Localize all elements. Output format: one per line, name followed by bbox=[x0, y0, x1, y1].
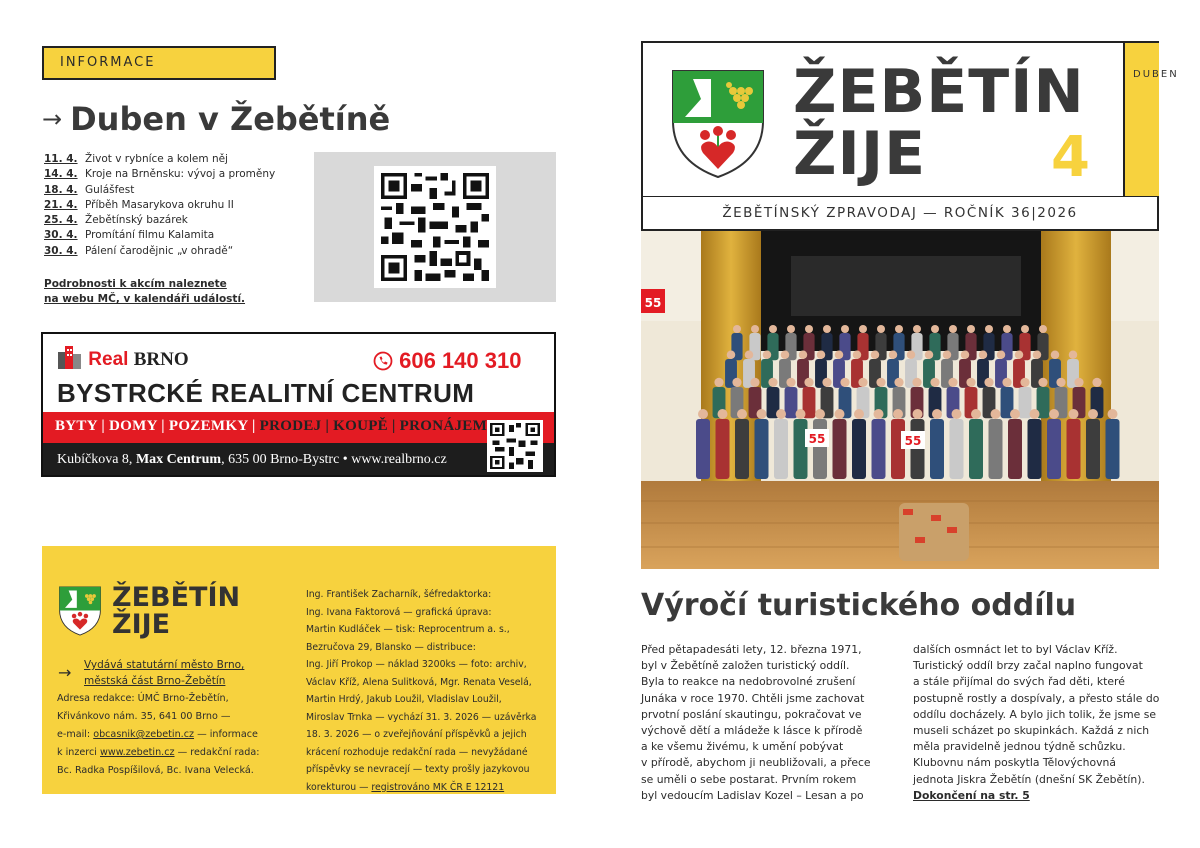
article-line: Klubovnu nám poskytla Tělovýchovná bbox=[913, 756, 1116, 770]
event-item[interactable] bbox=[44, 198, 306, 213]
colophon-line: Křivánkovo nám. 35, 641 00 Brno — bbox=[57, 711, 231, 722]
person-head bbox=[1003, 325, 1011, 333]
person-head bbox=[769, 325, 777, 333]
colophon-line: Bc. Radka Pospíšilová, Bc. Ivana Velecká. bbox=[57, 765, 254, 776]
article-headline: Výročí turistického oddílu bbox=[641, 588, 1077, 623]
person-head bbox=[979, 351, 988, 360]
person-head bbox=[822, 378, 831, 387]
article-line: Junáka v roce 1970. Chtěli jsme zachovat bbox=[641, 691, 865, 705]
event-item[interactable] bbox=[44, 183, 306, 198]
publisher-line: městská část Brno-Žebětín bbox=[84, 674, 226, 687]
person-head bbox=[823, 325, 831, 333]
person-head bbox=[949, 325, 957, 333]
event-date[interactable]: 11. 4. bbox=[44, 153, 78, 165]
person-figure bbox=[785, 387, 798, 418]
person-head bbox=[913, 409, 923, 419]
person-head bbox=[858, 378, 867, 387]
person-head bbox=[932, 409, 942, 419]
person-head bbox=[894, 378, 903, 387]
ad-address-center: Max Centrum bbox=[135, 452, 222, 467]
credits-line: Ing. František Zacharník, šéfredaktorka: bbox=[306, 589, 492, 600]
events-heading-text: Duben v Žebětíně bbox=[70, 100, 391, 138]
cover-photo[interactable] bbox=[641, 231, 1159, 569]
person-head bbox=[948, 378, 957, 387]
person-head bbox=[984, 378, 993, 387]
arrow-right-icon: → bbox=[58, 663, 72, 682]
events-list bbox=[44, 152, 306, 259]
qr-code-icon[interactable] bbox=[374, 166, 496, 288]
person-figure bbox=[794, 419, 808, 479]
magazine-title-line: ŽIJE bbox=[793, 119, 927, 189]
article-line: byl v Žebětíně založen turistický oddíl. bbox=[641, 659, 850, 673]
event-name: Příběh Masarykova okruhu II bbox=[85, 198, 234, 211]
anniversary-sign bbox=[645, 296, 662, 310]
email-label: e-mail: bbox=[57, 729, 94, 740]
person-head bbox=[796, 409, 806, 419]
event-date[interactable]: 25. 4. bbox=[44, 214, 78, 227]
person-head bbox=[1002, 378, 1011, 387]
event-name: Gulášfest bbox=[85, 183, 135, 196]
events-note-line: Podrobnosti k akcím naleznete bbox=[44, 278, 227, 290]
colophon-contact bbox=[57, 690, 272, 780]
anniversary-sign bbox=[805, 429, 829, 447]
person-head bbox=[925, 351, 934, 360]
ad-phone[interactable] bbox=[373, 348, 521, 374]
person-head bbox=[745, 351, 754, 360]
phone-icon bbox=[373, 351, 393, 371]
person-figure bbox=[696, 419, 710, 479]
person-figure bbox=[755, 419, 769, 479]
person-figure bbox=[1028, 419, 1042, 479]
person-head bbox=[952, 409, 962, 419]
arrow-right-icon: → bbox=[42, 105, 63, 133]
person-head bbox=[799, 351, 808, 360]
person-figure bbox=[852, 419, 866, 479]
person-head bbox=[1056, 378, 1065, 387]
article-line: dalších osmnáct let to byl Václav Kříž. bbox=[913, 643, 1118, 656]
issue-number: 4 bbox=[1051, 125, 1090, 190]
subtitle-bar bbox=[641, 196, 1159, 231]
person-head bbox=[1030, 409, 1040, 419]
person-head bbox=[733, 325, 741, 333]
person-head bbox=[943, 351, 952, 360]
person-head bbox=[871, 351, 880, 360]
credits-line: Miroslav Trnka — vychází 31. 3. 2026 — uzávěrka bbox=[306, 711, 537, 723]
person-head bbox=[930, 378, 939, 387]
colophon-line: Adresa redakce: ÚMČ Brno-Žebětín, bbox=[57, 693, 229, 704]
ad-logo-real: Real bbox=[88, 349, 129, 370]
person-head bbox=[835, 351, 844, 360]
person-head bbox=[757, 409, 767, 419]
person-head bbox=[985, 325, 993, 333]
publisher-line: Vydává statutární město Brno, bbox=[84, 659, 245, 671]
person-head bbox=[967, 325, 975, 333]
credits-line: Ing. Ivana Faktorová — grafická úprava: bbox=[306, 606, 492, 618]
credits-line: 18. 3. 2026 — o zveřejňování příspěvků a jejich bbox=[306, 729, 527, 740]
person-head bbox=[876, 378, 885, 387]
ad-services-trade: PRODEJ | KOUPĚ | PRONÁJEM bbox=[259, 418, 488, 434]
ad-qr-code-icon[interactable] bbox=[487, 420, 543, 472]
email-link[interactable]: obcasnik@zebetin.cz bbox=[93, 729, 195, 740]
person-head bbox=[1010, 409, 1020, 419]
person-head bbox=[815, 409, 825, 419]
article-line: prvotní poslání skautingu, pokračovat ve bbox=[641, 707, 862, 721]
person-head bbox=[718, 409, 728, 419]
person-head bbox=[727, 351, 736, 360]
person-head bbox=[805, 325, 813, 333]
person-head bbox=[912, 378, 921, 387]
ad-address-street: Kubíčkova 8, bbox=[57, 452, 136, 467]
person-head bbox=[787, 325, 795, 333]
person-head bbox=[737, 409, 747, 419]
colophon-box bbox=[42, 546, 556, 794]
person-head bbox=[907, 351, 916, 360]
svg-text:55: 55 bbox=[644, 296, 662, 310]
person-head bbox=[698, 409, 708, 419]
masthead bbox=[641, 41, 1179, 198]
article-line: museli scházet po skupinkách. Každá z nich bbox=[913, 724, 1150, 738]
person-figure bbox=[813, 419, 827, 479]
event-date[interactable]: 30. 4. bbox=[44, 229, 78, 242]
person-head bbox=[781, 351, 790, 360]
web-suffix: — redakční rada: bbox=[174, 747, 260, 758]
event-item[interactable] bbox=[44, 152, 306, 167]
event-date[interactable]: 21. 4. bbox=[44, 198, 78, 211]
ad-services bbox=[55, 418, 487, 435]
credits-line: Martin Kudláček — tisk: Reprocentrum a. s., bbox=[306, 624, 510, 635]
magazine-subtitle: ŽEBĚTÍNSKÝ ZPRAVODAJ — ROČNÍK 36|2026 bbox=[722, 205, 1078, 221]
person-head bbox=[893, 409, 903, 419]
person-figure bbox=[950, 419, 964, 479]
real-estate-ad[interactable] bbox=[41, 332, 556, 477]
event-item[interactable] bbox=[44, 228, 306, 243]
article-line: a ke všemu živému, k umění pobývat bbox=[641, 740, 844, 754]
ad-phone-number: 606 140 310 bbox=[399, 348, 522, 373]
person-figure bbox=[872, 419, 886, 479]
article-line: jednota Jiskra Žebětín (dnešní SK Žebětín). bbox=[913, 772, 1145, 786]
events-note-line: na webu MČ, v kalendáři událostí. bbox=[44, 293, 246, 305]
person-head bbox=[1108, 409, 1118, 419]
person-figure bbox=[989, 419, 1003, 479]
event-date[interactable]: 30. 4. bbox=[44, 244, 78, 257]
person-head bbox=[750, 378, 759, 387]
credits-text: korekturou — bbox=[306, 781, 372, 793]
email-suffix: — informace bbox=[194, 729, 258, 740]
person-head bbox=[768, 378, 777, 387]
events-details-link[interactable] bbox=[44, 277, 245, 307]
ad-headline: BYSTRCKÉ REALITNÍ CENTRUM bbox=[57, 378, 475, 408]
person-head bbox=[1020, 378, 1029, 387]
coat-of-arms-icon bbox=[671, 69, 765, 179]
continued-link[interactable]: Dokončení na str. 5 bbox=[913, 788, 1030, 802]
article-line: Před pětapadesáti lety, 12. března 1971, bbox=[641, 643, 862, 656]
article-line: oddílu docházely. A bylo jich tolik, že jsme se bbox=[913, 707, 1156, 721]
article-line: Turistický oddíl brzy začal naplno fungovat bbox=[913, 659, 1143, 673]
person-figure bbox=[774, 419, 788, 479]
person-head bbox=[835, 409, 845, 419]
person-head bbox=[854, 409, 864, 419]
person-head bbox=[841, 325, 849, 333]
colophon-line bbox=[57, 744, 272, 762]
article-line: a stále přijímal do svých řad děti, které bbox=[913, 675, 1125, 689]
person-head bbox=[786, 378, 795, 387]
magazine-title bbox=[793, 57, 1085, 189]
person-head bbox=[732, 378, 741, 387]
event-date[interactable]: 14. 4. bbox=[44, 168, 78, 181]
ad-services-main: BYTY | DOMY | POZEMKY | bbox=[55, 418, 256, 434]
event-item[interactable] bbox=[44, 167, 306, 182]
svg-text:55: 55 bbox=[904, 434, 922, 448]
person-head bbox=[817, 351, 826, 360]
event-name: Promítání filmu Kalamita bbox=[85, 229, 215, 242]
person-head bbox=[895, 325, 903, 333]
person-head bbox=[931, 325, 939, 333]
person-figure bbox=[1008, 419, 1022, 479]
ad-logo-brno: BRNO bbox=[133, 349, 189, 370]
ad-logo bbox=[57, 344, 189, 371]
person-head bbox=[1021, 325, 1029, 333]
article-line: měla pravidelně jednou týdně schůzku. bbox=[913, 740, 1126, 754]
person-head bbox=[877, 325, 885, 333]
person-figure bbox=[735, 419, 749, 479]
person-head bbox=[961, 351, 970, 360]
magazine-title-line: ŽEBĚTÍN bbox=[793, 57, 1085, 127]
article-column bbox=[913, 642, 1163, 804]
person-figure bbox=[1086, 419, 1100, 479]
colophon-title-line: ŽEBĚTÍN bbox=[112, 582, 241, 613]
person-figure bbox=[1047, 419, 1061, 479]
event-date[interactable]: 18. 4. bbox=[44, 183, 78, 196]
person-head bbox=[776, 409, 786, 419]
event-item[interactable] bbox=[44, 244, 306, 259]
section-tag: INFORMACE bbox=[42, 46, 276, 80]
events-heading bbox=[42, 100, 390, 138]
person-head bbox=[859, 325, 867, 333]
person-figure bbox=[1067, 419, 1081, 479]
person-figure bbox=[716, 419, 730, 479]
credits-line: Martin Hrdý, Jakub Loužil, Vladislav Loužil, bbox=[306, 694, 502, 705]
month-label: DUBEN bbox=[1133, 69, 1179, 80]
person-head bbox=[971, 409, 981, 419]
person-head bbox=[763, 351, 772, 360]
person-head bbox=[1088, 409, 1098, 419]
person-head bbox=[1015, 351, 1024, 360]
month-strip bbox=[1123, 43, 1179, 196]
registration-link[interactable]: registrováno MK ČR E 12121 bbox=[371, 781, 505, 793]
article-column bbox=[641, 642, 901, 804]
person-figure bbox=[969, 419, 983, 479]
person-head bbox=[1038, 378, 1047, 387]
web-label: k inzerci bbox=[57, 747, 101, 758]
person-head bbox=[1074, 378, 1083, 387]
person-head bbox=[997, 351, 1006, 360]
person-head bbox=[991, 409, 1001, 419]
credits-line: Václav Kříž, Alena Sulitková, Mgr. Renata Veselá, bbox=[306, 676, 532, 688]
credits-line: krácení rozhoduje redakční rada — nevyžádané bbox=[306, 746, 528, 758]
event-item[interactable] bbox=[44, 213, 306, 228]
coat-of-arms-icon bbox=[58, 586, 102, 636]
credits-line bbox=[306, 779, 546, 797]
article-line: se uměli o sebe postarat. Prvním rokem bbox=[641, 772, 857, 786]
person-head bbox=[1069, 409, 1079, 419]
ad-address bbox=[57, 452, 447, 468]
article-line: postupně rostly a dospívaly, a přesto stále do bbox=[913, 691, 1160, 705]
person-head bbox=[889, 351, 898, 360]
article-line: Byla to reakce na nedobrovolné zrušení bbox=[641, 675, 856, 689]
qr-panel bbox=[314, 152, 556, 302]
publisher-link[interactable] bbox=[84, 658, 244, 689]
colophon-title-line: ŽIJE bbox=[112, 609, 171, 640]
person-head bbox=[1033, 351, 1042, 360]
person-figure bbox=[833, 419, 847, 479]
credits-line: Ing. Jiří Prokop — náklad 3200ks — foto: archiv, bbox=[306, 659, 527, 670]
person-figure bbox=[1106, 419, 1120, 479]
event-name: Život v rybníce a kolem něj bbox=[85, 153, 228, 165]
colophon-line bbox=[57, 726, 272, 744]
buildings-icon bbox=[57, 344, 83, 370]
svg-text:55: 55 bbox=[808, 432, 826, 446]
person-head bbox=[966, 378, 975, 387]
credits-line: příspěvky se nevracejí — texty prošly jazykovou bbox=[306, 764, 530, 775]
person-head bbox=[714, 378, 723, 387]
person-figure bbox=[930, 419, 944, 479]
person-head bbox=[1051, 351, 1060, 360]
person-head bbox=[874, 409, 884, 419]
person-head bbox=[913, 325, 921, 333]
event-name: Pálení čarodějnic „v ohradě“ bbox=[85, 244, 234, 257]
person-head bbox=[751, 325, 759, 333]
article-line: v přírodě, abychom ji neubližovali, a přece bbox=[641, 756, 871, 770]
article-line: výchově dětí a mládeže k lásce k přírodě bbox=[641, 724, 863, 738]
person-head bbox=[1049, 409, 1059, 419]
web-link[interactable]: www.zebetin.cz bbox=[100, 747, 175, 758]
person-head bbox=[1039, 325, 1047, 333]
event-name: Kroje na Brněnsku: vývoj a proměny bbox=[85, 168, 276, 181]
colophon-title bbox=[112, 584, 240, 638]
person-head bbox=[853, 351, 862, 360]
anniversary-sign bbox=[901, 431, 925, 449]
person-head bbox=[1092, 378, 1101, 387]
person-head bbox=[804, 378, 813, 387]
event-name: Žebětínský bazárek bbox=[85, 214, 188, 227]
person-head bbox=[1069, 351, 1078, 360]
ad-address-rest: , 635 00 Brno-Bystrc • www.realbrno.cz bbox=[221, 452, 447, 467]
colophon-credits bbox=[306, 586, 546, 796]
person-figure bbox=[1019, 387, 1032, 418]
person-head bbox=[840, 378, 849, 387]
article-line: byl vedoucím Ladislav Kozel – Lesan a po bbox=[641, 788, 864, 802]
credits-line: Bezručova 29, Blansko — distribuce: bbox=[306, 641, 476, 653]
